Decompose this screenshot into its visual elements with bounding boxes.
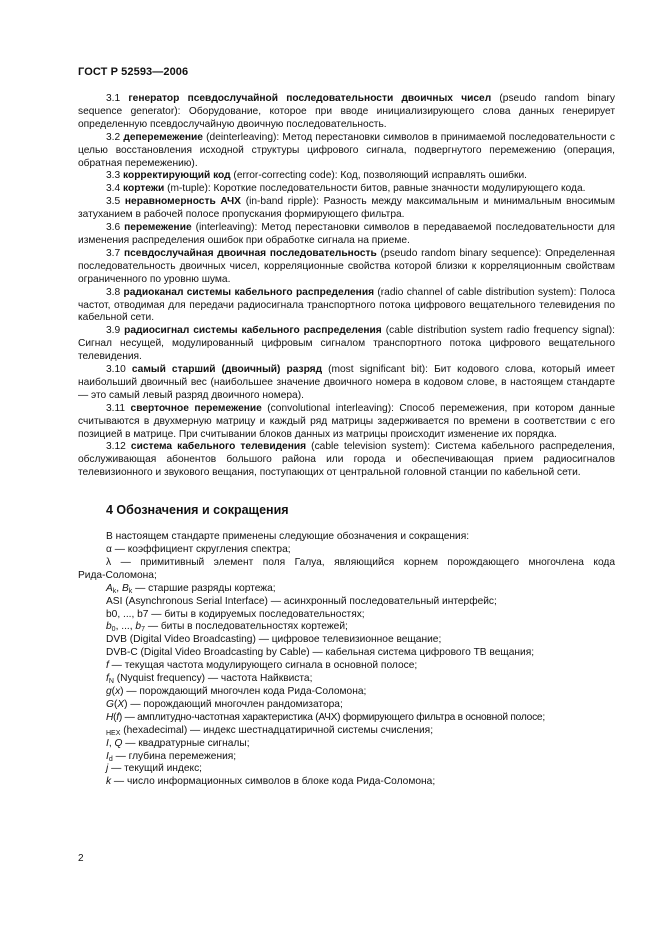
term-number: 3.4	[106, 183, 121, 195]
term-text: (radio channel of cable distribution system): Полоса частот, отводимая для передачи радиосигнала транспортного потока цифрового вещательного телевидения по кабельной сети.	[78, 286, 615, 324]
term-text: (deinterleaving): Метод перестановки символов в принимаемой последовательности с целью восстановления исходной структуры цифрового сигнала, подвергнутого перемежению (операция, обратная перемежению).	[78, 131, 615, 169]
term-definition	[78, 441, 615, 480]
term-text: (m-tuple): Короткие последовательности битов, равные значности модулирующего кода.	[164, 183, 586, 195]
symbol-item: b0, ..., b7 — биты в кодируемых последовательностях;	[106, 608, 365, 620]
term-definition	[78, 170, 615, 183]
term-definition	[78, 325, 615, 364]
term-number: 3.6	[106, 222, 121, 234]
term-definition	[78, 248, 615, 287]
symbol-item: g(x) — порождающий многочлен кода Рида-Соломона;	[106, 685, 367, 697]
term-number: 3.3	[106, 170, 121, 182]
term-name: радиосигнал системы кабельного распределения	[124, 325, 382, 337]
term-name: радиоканал системы кабельного распределения	[123, 286, 375, 298]
term-name: система кабельного телевидения	[130, 441, 307, 453]
symbol-item-continuation: Рида-Соломона;	[78, 569, 157, 581]
symbol-item: $I_d$ — глубина перемежения;	[106, 750, 237, 763]
symbol-item: λ — примитивный элемент поля Галуа, являющийся корнем порождающего многочлена кода	[106, 556, 615, 568]
term-number: 3.8	[106, 286, 121, 298]
section-4-heading: 4 Обозначения и сокращения	[106, 503, 289, 518]
symbol-item: $A_k$, $B_k$ — старшие разряды кортежа;	[106, 582, 276, 595]
term-text: (convolutional interleaving): Способ перемежения, при котором данные считываются в двухмерную матрицу и каждый ряд матрицы задерживается по времени в соответствии с его позицией в матрице. При считывании блоков данных из матрицы происходит изменение их порядка.	[78, 402, 616, 440]
term-name: сверточное перемежение	[130, 402, 262, 414]
symbol-item: ASI (Asynchronous Serial Interface) — асинхронный последовательный интерфейс;	[106, 595, 497, 607]
term-number: 3.2	[106, 131, 121, 143]
term-name: псевдослучайная двоичная последовательность	[123, 247, 377, 259]
term-definition	[78, 364, 615, 403]
term-text: (interleaving): Метод перестановки символов в передаваемой последовательности для изменения распределения ошибок при обработке сигнала на приеме.	[78, 222, 615, 246]
term-definition	[78, 183, 615, 196]
term-text: (cable television system): Система кабельного распределения, обслуживающая абонентов большого района или города и обеспечивающая прием радиосигналов телевизионного и звукового вещания, поступающих от центральной головной станции по кабельной сети.	[78, 441, 615, 479]
symbol-item: f — текущая частота модулирующего сигнала в основной полосе;	[106, 660, 418, 672]
term-number: 3.1	[106, 93, 121, 104]
term-number: 3.7	[106, 247, 121, 259]
term-definition	[78, 132, 615, 171]
term-definition	[78, 222, 615, 248]
term-name: корректирующий код	[123, 170, 231, 182]
document-body	[78, 93, 615, 789]
term-text: (in-band ripple): Разность между максимальным и минимальным вносимым затуханием в рабочей полосе пропускания формирующего фильтра.	[78, 196, 615, 221]
term-text: (pseudo random binary sequence): Определенная последовательность двоичных чисел, корреляционные свойства которой близки к корреляционным свойствам ограниченного по уровню шума.	[78, 247, 615, 285]
document-header: ГОСТ Р 52593—2006	[78, 66, 189, 78]
term-number: 3.9	[106, 325, 121, 337]
term-text: (most significant bit): Бит кодового слова, который имеет наибольший двоичный вес (наибольшее значение двоичного номера в кодовом слове, в настоящем стандарте — это самый левый разряд двоичного номера).	[78, 364, 615, 401]
term-name: генератор псевдослучайной последовательности двоичных чисел	[128, 93, 492, 104]
symbol-item: H(f) — амплитудно-частотная характеристика (АЧХ) формирующего фильтра в основной полосе;	[106, 711, 545, 723]
term-text: (pseudo random binary sequence generator): Оборудование, которое при вводе инициализирующего слова данных генерирует определенную псевдослучайную двоичную последовательность.	[78, 93, 615, 130]
symbol-item: j — текущий индекс;	[106, 763, 203, 775]
term-definition	[78, 93, 615, 132]
term-number: 3.10	[106, 364, 126, 376]
symbol-item: DVB (Digital Video Broadcasting) — цифровое телевизионное вещание;	[106, 634, 442, 646]
term-text: (cable distribution system radio frequency signal): Сигнал несущей, модулированный цифровым сигналом транспортного потока цифрового вещательного телевидения.	[78, 325, 615, 363]
term-name: самый старший (двоичный) разряд	[131, 364, 323, 376]
term-number: 3.12	[106, 441, 126, 453]
term-name: деперемежение	[123, 131, 203, 143]
terms-list	[78, 93, 615, 480]
symbols-intro: В настоящем стандарте применены следующие обозначения и сокращения:	[106, 531, 470, 543]
term-definition	[78, 287, 615, 326]
term-name: неравномерность АЧХ	[124, 196, 241, 208]
term-definition	[78, 403, 615, 442]
term-definition	[78, 196, 615, 222]
term-number: 3.5	[106, 196, 121, 208]
symbol-item: DVB-C (Digital Video Broadcasting by Cable) — кабельная система цифрового ТВ вещания;	[106, 647, 535, 659]
symbol-item: k — число информационных символов в блоке кода Рида-Соломона;	[106, 776, 436, 788]
term-name: кортежи	[123, 183, 165, 195]
term-name: перемежение	[124, 222, 192, 234]
symbol-item: G(X) — порождающий многочлен рандомизатора;	[106, 698, 343, 710]
term-number: 3.11	[106, 402, 126, 414]
symbol-item: $f_N$ (Nyquist frequency) — частота Найквиста;	[106, 673, 313, 686]
term-text: (error-correcting code): Код, позволяющий исправлять ошибки.	[230, 170, 527, 182]
symbols-list	[78, 531, 615, 789]
page-number: 2	[78, 853, 84, 864]
symbol-item: I, Q — квадратурные сигналы;	[106, 737, 250, 749]
symbol-item: $_{HEX}$ (hexadecimal) — индекс шестнадцатиричной системы счисления;	[106, 724, 434, 737]
symbol-item: α — коэффициент скругления спектра;	[106, 544, 291, 555]
symbol-item: $b_0$, ..., $b_7$ — биты в последовательностях кортежей;	[106, 621, 348, 634]
